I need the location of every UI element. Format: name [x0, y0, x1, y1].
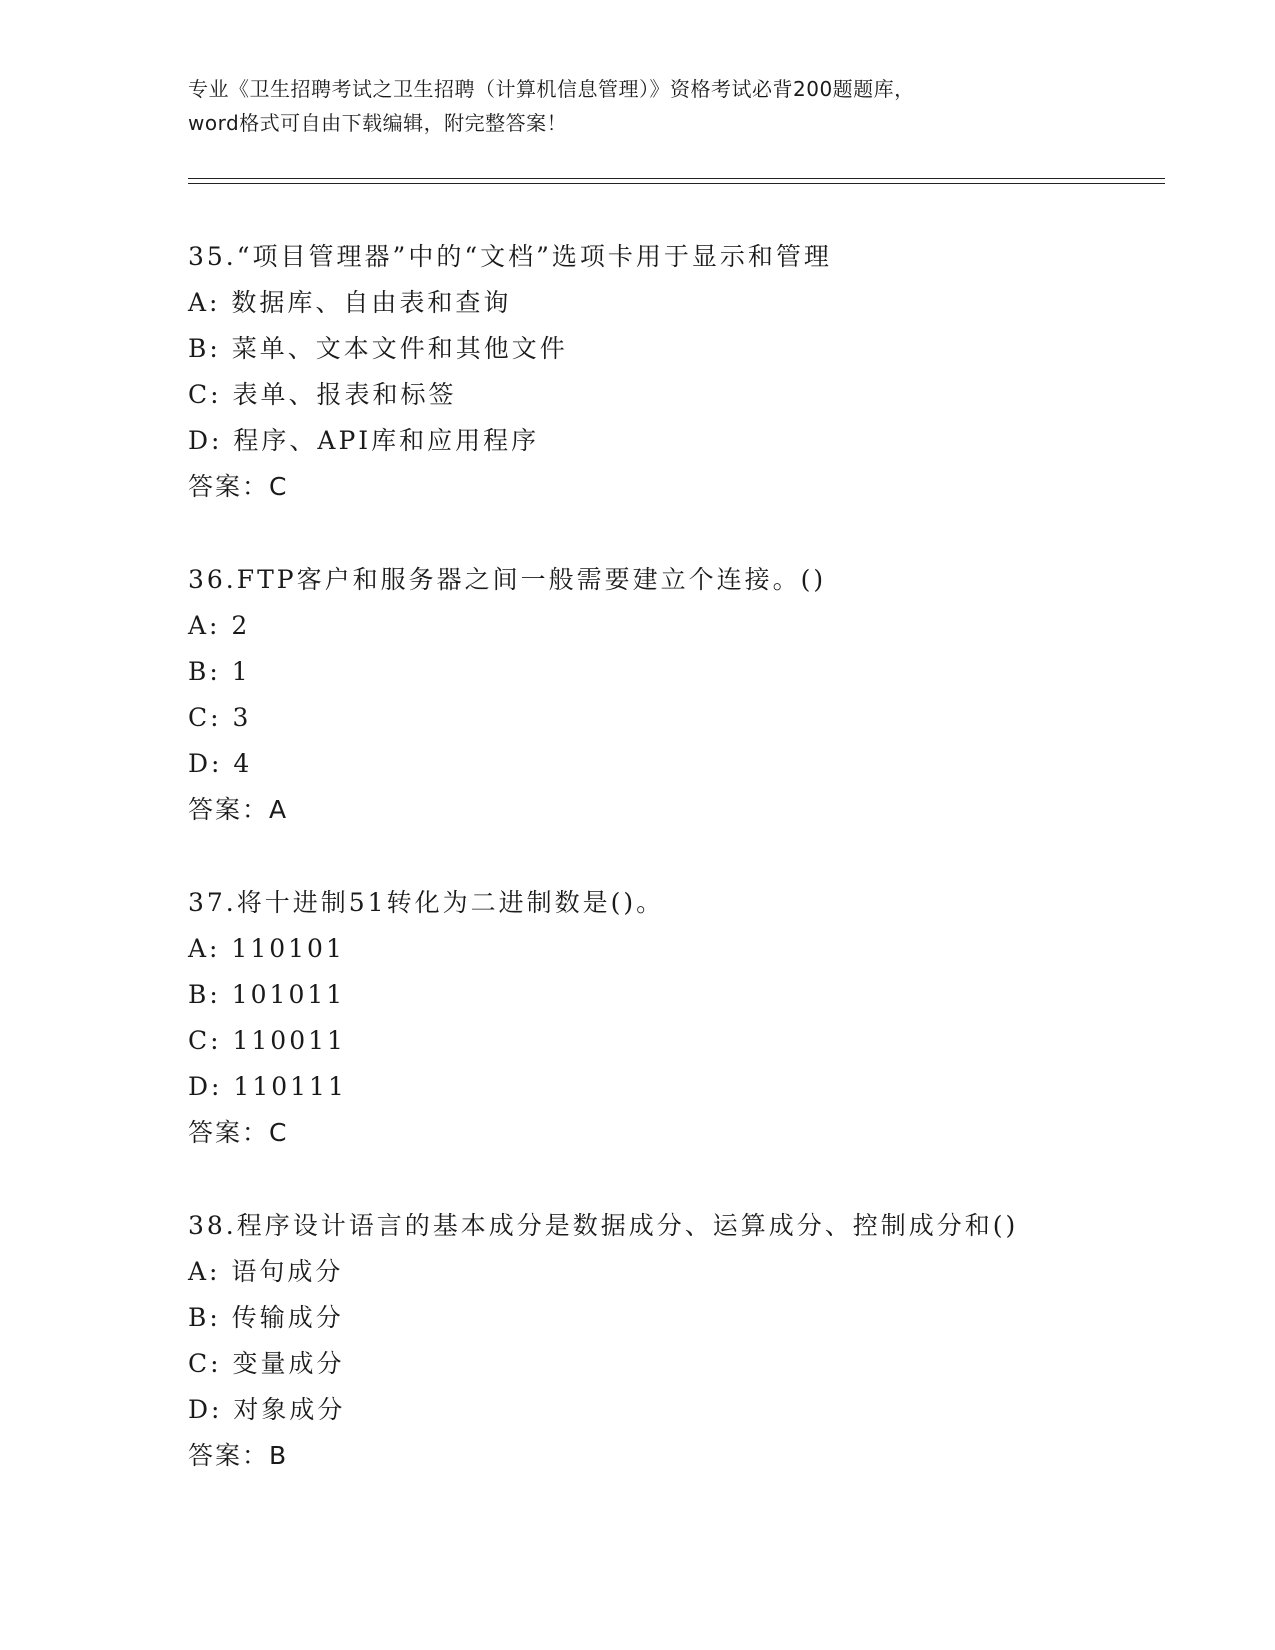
option-d: D: 110111	[188, 1072, 347, 1101]
header-line-1: 专业《卫生招聘考试之卫生招聘（计算机信息管理）》资格考试必背200题题库，	[188, 77, 915, 101]
answer-line: 答案：B	[188, 1441, 289, 1470]
answer-line: 答案：C	[188, 472, 289, 501]
option-b: B: 传输成分	[188, 1303, 344, 1332]
option-d: D: 对象成分	[188, 1395, 346, 1424]
option-a: A: 2	[188, 611, 251, 640]
header-line-2: word格式可自由下载编辑，附完整答案！	[188, 111, 568, 135]
option-a: A: 语句成分	[188, 1257, 344, 1286]
question-text: 35.“项目管理器”中的“文档”选项卡用于显示和管理	[188, 242, 832, 271]
question-text: 38.程序设计语言的基本成分是数据成分、运算成分、控制成分和()	[188, 1211, 1019, 1240]
answer-line: 答案：C	[188, 1118, 289, 1147]
option-a: A: 数据库、自由表和查询	[188, 288, 512, 317]
header-divider-bottom	[188, 183, 1165, 184]
option-b: B: 菜单、文本文件和其他文件	[188, 334, 568, 363]
option-b: B: 1	[188, 657, 251, 686]
question-text: 36.FTP客户和服务器之间一般需要建立个连接。()	[188, 565, 827, 594]
question-block	[188, 557, 1148, 833]
option-c: C: 110011	[188, 1026, 346, 1055]
answer-line: 答案：A	[188, 795, 289, 824]
option-d: D: 程序、API库和应用程序	[188, 426, 540, 455]
option-b: B: 101011	[188, 980, 346, 1009]
option-d: D: 4	[188, 749, 253, 778]
question-block	[188, 234, 1148, 510]
document-header	[188, 72, 1088, 140]
option-c: C: 表单、报表和标签	[188, 380, 457, 409]
option-c: C: 变量成分	[188, 1349, 345, 1378]
question-text: 37.将十进制51转化为二进制数是()。	[188, 888, 665, 917]
option-a: A: 110101	[188, 934, 345, 963]
header-divider-top	[188, 178, 1165, 179]
question-block	[188, 880, 1148, 1156]
question-block	[188, 1203, 1148, 1479]
option-c: C: 3	[188, 703, 252, 732]
